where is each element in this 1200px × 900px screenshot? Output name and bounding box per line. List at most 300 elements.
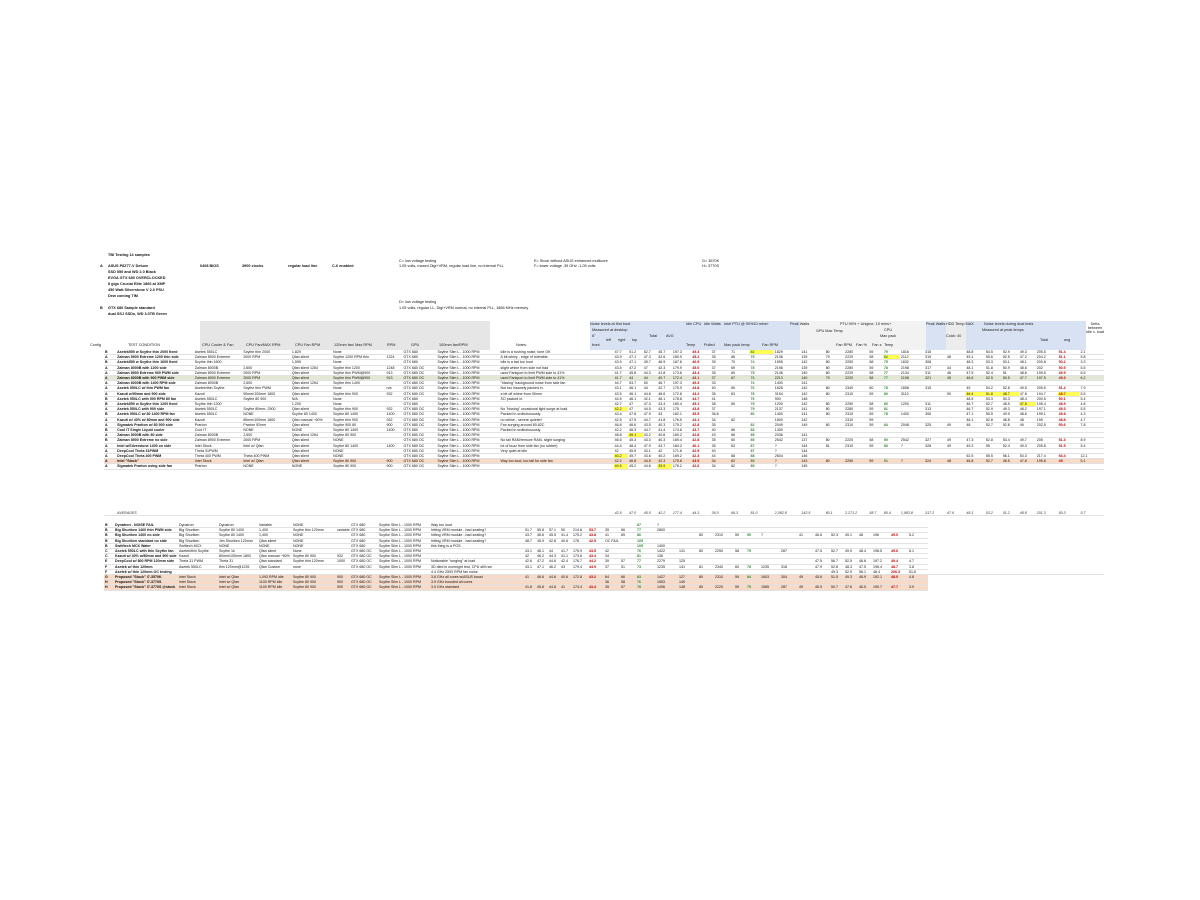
table-cell: 44.5: [643, 407, 658, 412]
table-cell: B: [104, 538, 114, 543]
table-cell: 178.8: [672, 396, 691, 401]
table-cell: Intel "Stock": [116, 459, 194, 464]
table-cell: 325: [924, 422, 946, 427]
table-cell: 41.8: [524, 585, 536, 590]
table-cell: 48.8: [1002, 417, 1019, 422]
table-cell: 35: [711, 443, 730, 448]
table-cell: [946, 464, 965, 469]
table-cell: C: [104, 554, 114, 559]
table-cell: C: [104, 549, 114, 554]
table-cell: Intel Stock: [178, 575, 218, 580]
table-cell: Scythe Slim L - 1000 RPM: [436, 365, 499, 370]
table-cell: 88: [749, 454, 773, 459]
table-cell: Qfan silent 1264: [291, 433, 332, 438]
table-cell: 75: [749, 370, 773, 375]
table-cell: 69: [730, 365, 749, 370]
table-cell: 77: [636, 559, 656, 564]
table-cell: NONE: [258, 543, 292, 548]
table-cell: 80: [825, 365, 844, 370]
table-cell: 5.2: [908, 533, 928, 538]
table-cell: 49.8: [1058, 412, 1080, 417]
table-cell: 175.2: [572, 533, 588, 538]
table-cell: 47.5: [814, 549, 830, 554]
table-cell: 91: [883, 459, 900, 464]
results-table-a: [104, 350, 1104, 470]
table-cell: 142: [800, 360, 824, 365]
table-cell: A: [104, 386, 116, 391]
table-cell: 55.5: [985, 412, 1002, 417]
table-cell: NONE: [291, 428, 332, 433]
table-cell: 2198: [900, 376, 924, 381]
table-cell: 41.7: [614, 376, 629, 381]
table-cell: 41.7: [614, 370, 629, 375]
table-cell: 69: [730, 370, 749, 375]
table-cell: 51.4: [1058, 350, 1080, 355]
table-cell: 49.3: [1058, 407, 1080, 412]
hdr-max-pack2: Max pack: [880, 334, 897, 338]
table-cell: 144: [800, 448, 824, 453]
table-cell: 169.4: [672, 438, 691, 443]
table-cell: 47.7: [890, 585, 908, 590]
table-cell: 59: [868, 407, 883, 412]
table-cell: thin 120mm@1235: [218, 564, 258, 569]
table-cell: GTX 680 OC: [402, 407, 436, 412]
table-cell: Scythe thin PWM@900: [332, 376, 385, 381]
table-cell: Cool IT Single Liquid cooler: [116, 428, 194, 433]
table-cell: 63: [730, 443, 749, 448]
table-cell: GTX 680 OC: [402, 381, 436, 386]
table-cell: 87: [749, 443, 773, 448]
table-cell: B: [104, 412, 116, 417]
table-cell: 48.6: [657, 391, 672, 396]
table-cell: 49.3: [1019, 350, 1036, 355]
table-cell: 2220: [844, 438, 868, 443]
table-cell: 53.3: [985, 360, 1002, 365]
table-cell: 49.3: [1019, 443, 1036, 448]
table-cell: 43.1: [643, 448, 658, 453]
table-cell: 43.6: [643, 454, 658, 459]
table-cell: 2310: [844, 417, 868, 422]
table-cell: 2220: [844, 376, 868, 381]
table-cell: 59: [868, 391, 883, 396]
table-cell: 80mm/100mm 1800: [242, 417, 291, 422]
table-cell: 42.9: [691, 448, 710, 453]
table-cell: 46.9: [858, 575, 872, 580]
table-cell: Switftech MCX Water: [114, 543, 178, 548]
table-cell: B: [104, 543, 114, 548]
table-cell: 48: [946, 355, 965, 360]
table-cell: 35: [711, 370, 730, 375]
table-cell: 43.1: [524, 564, 536, 569]
table-cell: 1658: [900, 386, 924, 391]
table-cell: GTX 680 OC: [402, 438, 436, 443]
table-cell: 5.1: [1079, 459, 1104, 464]
table-cell: 35: [711, 391, 730, 396]
table-cell: 5.4: [1079, 396, 1104, 401]
table-cell: 46.5: [614, 438, 629, 443]
table-cell: lot of buzz from side fan (no rubber): [500, 443, 614, 448]
table-cell: 48.8: [614, 433, 629, 438]
table-cell: 47: [628, 407, 643, 412]
table-cell: 76: [749, 396, 773, 401]
table-cell: [1036, 464, 1058, 469]
table-cell: 2250: [844, 402, 868, 407]
table-cell: 127: [678, 575, 698, 580]
table-cell: B: [104, 360, 116, 365]
config-a-line: Dew coming TIM: [108, 294, 138, 298]
table-cell: Qfan silent: [291, 448, 332, 453]
table-cell: 5.5: [1079, 407, 1104, 412]
table-cell: 44.4: [614, 443, 629, 448]
table-cell: 2198: [774, 365, 801, 370]
table-cell: 178.2: [672, 464, 691, 469]
table-cell: 50.2: [1058, 360, 1080, 365]
hdr-left: left: [606, 338, 612, 342]
table-cell: 1235: [656, 564, 678, 569]
table-cell: 89: [749, 464, 773, 469]
table-cell: 46.7: [965, 402, 984, 407]
table-cell: 2,600: [242, 381, 291, 386]
table-cell: 45.2: [691, 355, 710, 360]
table-cell: 49.1: [844, 533, 858, 538]
table-cell: 48.9: [1058, 402, 1080, 407]
table-cell: 1200: [900, 402, 924, 407]
table-cell: 52.3: [830, 533, 844, 538]
table-cell: 51.2: [628, 350, 643, 355]
table-cell: 43.9: [614, 355, 629, 360]
table-cell: None: [332, 386, 385, 391]
table-cell: Scythe Slim L - 1000 RPM: [436, 448, 499, 453]
table-cell: Scythe Slim L - 1000 RPM: [436, 376, 499, 381]
table-cell: 202: [1036, 365, 1058, 370]
table-cell: 287: [780, 585, 798, 590]
table-cell: 48.4: [858, 549, 872, 554]
table-cell: Scythe 80 1400: [332, 412, 385, 417]
table-cell: NONE: [292, 538, 336, 543]
table-cell: 80: [825, 459, 844, 464]
table-cell: 46: [946, 370, 965, 375]
table-cell: 59: [868, 350, 883, 355]
table-cell: 47: [628, 402, 643, 407]
hdr-peak-watts: Peak Watts: [790, 322, 810, 326]
table-cell: Kazuti w/ 40% w/80mm and 900 side: [115, 554, 177, 559]
table-cell: 60: [730, 438, 749, 443]
table-cell: variable: [337, 528, 350, 533]
table-cell: 62: [730, 459, 749, 464]
table-cell: 47.2: [1019, 355, 1036, 360]
table-cell: 42.2: [614, 459, 629, 464]
table-cell: 136: [656, 554, 678, 559]
table-cell: F: [104, 564, 114, 569]
table-cell: 308: [924, 360, 946, 365]
table-cell: Asetek 550LC with 900 RPM 80 fan: [116, 396, 194, 401]
empty-cell: [385, 511, 402, 516]
table-cell: 53.1: [1002, 360, 1019, 365]
config-a-line: SSD 550 and WD 2.0 Black: [108, 270, 156, 274]
table-cell: 36.8: [711, 412, 730, 417]
table-cell: 75: [749, 355, 773, 360]
table-cell: 45.1: [691, 402, 710, 407]
table-cell: 44.6: [643, 464, 658, 469]
table-cell: 45.8: [536, 585, 548, 590]
table-cell: 48.7: [1058, 391, 1080, 396]
table-cell: 63: [730, 391, 749, 396]
table-cell: B: [104, 528, 114, 533]
table-cell: GTX 680 OC: [402, 464, 436, 469]
table-cell: 2800: [656, 528, 678, 533]
table-cell: 49: [798, 585, 814, 590]
table-cell: 46.6: [628, 422, 643, 427]
table-cell: 40.3: [657, 438, 672, 443]
table-cell: ?: [760, 533, 780, 538]
table-cell: Scythe Slim L - 1000 RPM: [436, 438, 499, 443]
table-cell: Scythe thin 2000: [242, 350, 291, 355]
table-cell: 45.2: [628, 464, 643, 469]
table-cell: 37: [711, 376, 730, 381]
table-cell: Dynatron - NOISE FAIL: [114, 523, 178, 528]
table-cell: 41.8: [657, 417, 672, 422]
hdr-test-condition: TEST CONDITION: [128, 343, 160, 347]
table-cell: [883, 464, 900, 469]
table-cell: 198.5: [872, 549, 890, 554]
table-cell: 43.8: [691, 407, 710, 412]
table-cell: 3.5 GHz standard: [430, 585, 524, 590]
table-cell: 49.3: [691, 350, 710, 355]
table-cell: 77: [636, 528, 656, 533]
table-cell: 53.3: [1019, 454, 1036, 459]
table-cell: Scythe Slim L - 1000 RPM: [378, 585, 430, 590]
table-cell: 42.8: [691, 433, 710, 438]
table-cell: no whine - severe quieter!: [500, 417, 614, 422]
table-cell: NONE: [292, 543, 336, 548]
table-cell: 3.8: [908, 564, 928, 569]
table-cell: 50: [946, 391, 965, 396]
table-cell: GTX 680: [350, 528, 378, 533]
table-cell: [1079, 464, 1104, 469]
table-cell: GTX 680: [402, 402, 436, 407]
table-cell: Prarton: [194, 464, 243, 469]
table-cell: 53.7: [628, 381, 643, 386]
table-cell: 1400: [774, 381, 801, 386]
table-cell: 4.3: [1079, 412, 1104, 417]
table-cell: 46.4: [965, 391, 984, 396]
table-cell: Asetek 550LC w/ 80 1400 RPM fan: [116, 412, 194, 417]
table-cell: B: [104, 350, 116, 355]
table-cell: ?: [774, 464, 801, 469]
hdr-measured-peak: Measured at peak temps: [982, 328, 1024, 332]
table-cell: ?: [774, 443, 801, 448]
table-cell: A: [104, 407, 116, 412]
table-cell: 41: [560, 585, 572, 590]
table-cell: Scythe thin 120mm: [292, 559, 336, 564]
table-cell: Intel Stock: [194, 443, 243, 448]
table-cell: GTX 680: [402, 428, 436, 433]
table-cell: 62: [730, 417, 749, 422]
table-cell: 46.1: [657, 396, 672, 401]
table-cell: Very quiet at idle: [500, 448, 614, 453]
table-cell: 49.9: [844, 549, 858, 554]
hdr-noise-dual: Noise levels during dual tests: [984, 322, 1034, 326]
table-cell: n/a: [385, 386, 402, 391]
table-cell: 40.7: [657, 376, 672, 381]
table-cell: 2220: [844, 370, 868, 375]
table-cell: 42.6: [657, 355, 672, 360]
table-cell: 199.1: [1036, 412, 1058, 417]
table-cell: 3110: [900, 391, 924, 396]
table-cell: 82: [749, 350, 773, 355]
table-cell: 48.4: [872, 569, 890, 574]
table-cell: 47.8: [1019, 459, 1036, 464]
config-a-cstate: C-6 enabled: [332, 264, 354, 268]
table-cell: Scythe thin 900: [332, 407, 385, 412]
table-cell: [985, 464, 1002, 469]
table-cell: 2036: [774, 433, 801, 438]
table-cell: Scythe 80 1400: [332, 428, 385, 433]
table-cell: 179.4: [572, 564, 588, 569]
table-cell: Qfan silent: [291, 376, 332, 381]
table-cell: [965, 464, 984, 469]
table-cell: 2542: [774, 438, 801, 443]
table-cell: Zalman 8900 Extreme 1200 thin side: [116, 355, 194, 360]
table-cell: 43.7: [691, 428, 710, 433]
table-cell: 206.3: [890, 569, 908, 574]
table-cell: B: [104, 428, 116, 433]
table-cell: 5.5: [1079, 365, 1104, 370]
table-cell: 40.6: [657, 433, 672, 438]
table-cell: 900: [385, 464, 402, 469]
table-cell: 41.4: [657, 428, 672, 433]
table-cell: 190.7: [872, 585, 890, 590]
table-cell: 1816: [900, 350, 924, 355]
table-cell: 1400: [656, 543, 678, 548]
table-cell: 4.8: [908, 575, 928, 580]
table-cell: 42.7: [614, 402, 629, 407]
table-cell: 172.8: [672, 391, 691, 396]
table-cell: 46.8: [614, 422, 629, 427]
table-cell: 140: [800, 376, 824, 381]
table-cell: 49: [946, 443, 965, 448]
table-cell: 77: [883, 370, 900, 375]
table-cell: Asetek 550LC with 900 side: [116, 407, 194, 412]
table-cell: Zalman 8000B: [194, 433, 243, 438]
config-b-line: GTX 680 Sample standard: [108, 306, 155, 310]
table-cell: 65: [620, 533, 636, 538]
table-cell: 328: [924, 443, 946, 448]
table-cell: 900: [336, 575, 350, 580]
table-cell: [900, 464, 924, 469]
table-cell: 49: [946, 438, 965, 443]
table-cell: None: [332, 402, 385, 407]
table-cell: Prarton: [194, 422, 243, 427]
table-cell: Zalman 8900 Extreme: [194, 370, 243, 375]
table-cell: 44.3: [548, 554, 560, 559]
table-cell: Kazuti: [178, 554, 218, 559]
table-cell: Scythe Slim L - 1000 RPM: [436, 360, 499, 365]
table-cell: 42.7: [657, 386, 672, 391]
table-cell: 1200: [774, 402, 801, 407]
average-value: 42.6: [614, 511, 629, 516]
table-cell: Zalman 8000B with 1200 side: [116, 365, 194, 370]
table-cell: 42: [657, 448, 672, 453]
table-cell: 2310: [714, 575, 734, 580]
table-cell: 142: [800, 386, 824, 391]
table-cell: 34: [604, 554, 620, 559]
table-cell: GTX 680 OC: [402, 448, 436, 453]
table-cell: Zalman 8000B: [194, 381, 243, 386]
table-cell: 41.4: [560, 533, 572, 538]
table-cell: 43.8: [691, 386, 710, 391]
table-cell: 51.8: [985, 391, 1002, 396]
table-cell: 171.6: [672, 448, 691, 453]
table-cell: 2198: [900, 365, 924, 370]
config-a-line: 8 gigs Crucial Elite 1866 at XMP: [108, 282, 166, 286]
table-cell: hitting VRM module - bad seating?: [430, 533, 524, 538]
table-cell: 80: [825, 370, 844, 375]
table-cell: 192.1: [872, 575, 890, 580]
table-cell: 311: [924, 370, 946, 375]
table-cell: Scythe 900 80: [332, 422, 385, 427]
table-cell: 59: [868, 412, 883, 417]
table-cell: 45.9: [814, 585, 830, 590]
average-value: 45.5: [643, 511, 658, 516]
table-cell: 47.3: [643, 355, 658, 360]
table-cell: 205.8: [1036, 443, 1058, 448]
table-cell: 140: [800, 370, 824, 375]
table-cell: 51: [620, 564, 636, 569]
table-cell: Asetek550 w Scythe thin 1600 fixed: [116, 360, 194, 365]
table-cell: Scythe 80mm- 2500: [242, 407, 291, 412]
table-cell: 37: [711, 365, 730, 370]
table-cell: 900: [385, 459, 402, 464]
table-cell: 52.8: [1002, 386, 1019, 391]
table-cell: 76: [749, 386, 773, 391]
table-cell: 54.4: [1058, 454, 1080, 459]
table-cell: NONE: [242, 464, 291, 469]
table-cell: NONE: [292, 523, 336, 528]
table-cell: GTX 680 OC: [350, 564, 378, 569]
table-cell: 49.3: [830, 569, 844, 574]
hdr-front: front: [592, 343, 600, 347]
table-cell: F: [104, 569, 114, 574]
table-cell: Intel Stock: [178, 585, 218, 590]
table-cell: 40.6: [560, 538, 572, 543]
table-cell: 81: [698, 564, 714, 569]
table-cell: 52.8: [985, 438, 1002, 443]
table-cell: Scythe Slim L - 1000 RPM: [436, 428, 499, 433]
hdr-fan-s: Fan s: [872, 343, 882, 347]
table-cell: A: [104, 464, 116, 469]
table-cell: 318: [780, 564, 798, 569]
table-cell: 12.1: [1079, 454, 1104, 459]
table-cell: 47: [643, 365, 658, 370]
table-cell: 52.7: [985, 402, 1002, 407]
table-cell: 71: [730, 350, 749, 355]
hdr-measured-desktop: Measured at desktop: [592, 328, 628, 332]
table-cell: 44: [946, 365, 965, 370]
table-cell: 175.9: [672, 386, 691, 391]
table-cell: Qfan silent: [291, 391, 332, 396]
table-cell: Zalman 8900 Extreme: [194, 438, 243, 443]
table-cell: A: [104, 381, 116, 386]
table-cell: 180.9: [672, 355, 691, 360]
table-cell: 34: [711, 464, 730, 469]
table-cell: 42: [614, 448, 629, 453]
table-cell: 33: [711, 381, 730, 386]
table-cell: 43.5: [614, 391, 629, 396]
table-cell: 38: [711, 402, 730, 407]
table-cell: 50.7: [830, 585, 844, 590]
table-cell: 47.5: [965, 370, 984, 375]
